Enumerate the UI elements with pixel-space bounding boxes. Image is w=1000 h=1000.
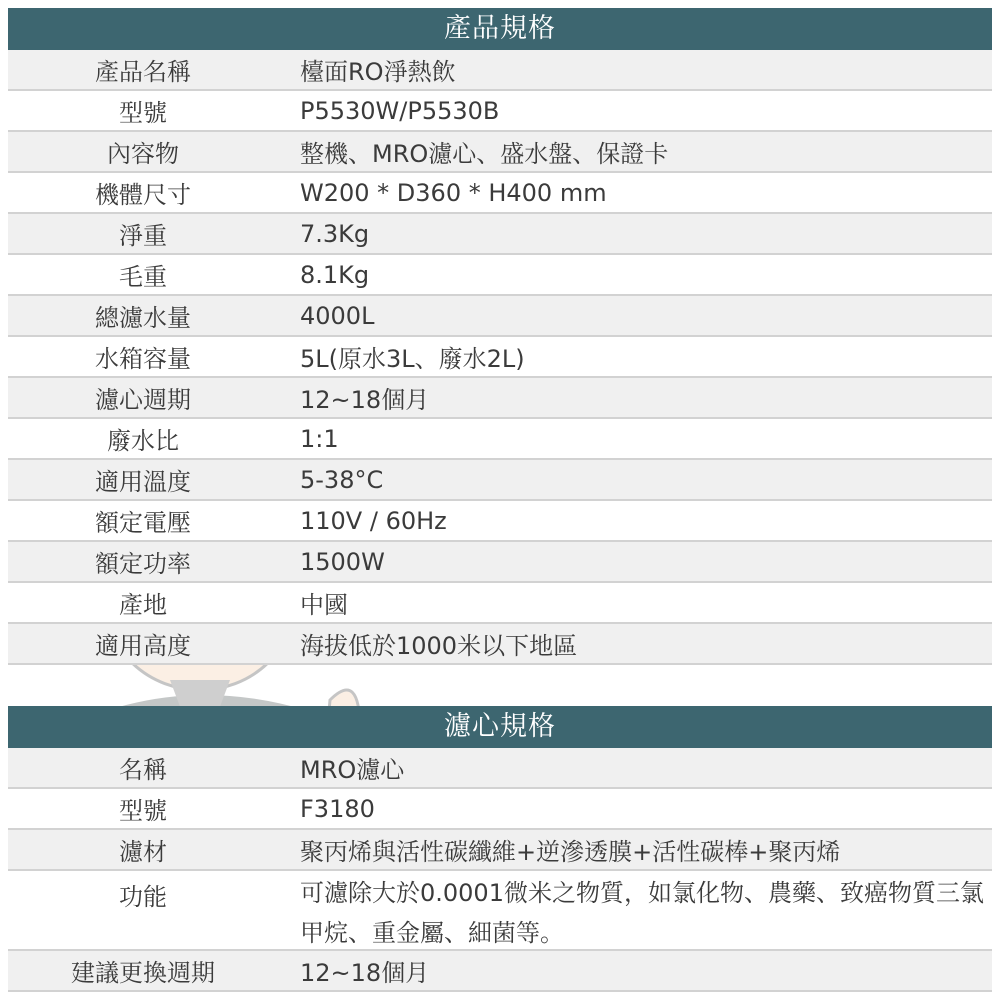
spec-value: 4000L [300, 301, 375, 330]
spec-value: 中國 [300, 591, 348, 619]
filter-value [278, 873, 992, 953]
spec-value: 海拔低於1000米以下地區 [300, 632, 578, 660]
spec-value: 1500W [300, 547, 385, 576]
spec-value: P5530W/P5530B [300, 96, 500, 125]
spec-label: 型號 [119, 99, 167, 127]
spec-row [8, 91, 992, 132]
filter-row [8, 830, 992, 871]
filter-value-line: 可濾除大於0.0001微米之物質，如氯化物、農藥、致癌物質三氯 [300, 879, 984, 907]
filter-value: 12~18個月 [300, 959, 430, 987]
spec-value: 檯面RO淨熱飲 [300, 58, 456, 86]
spec-row [8, 50, 992, 91]
spec-value: 7.3Kg [300, 219, 370, 248]
spec-label: 淨重 [119, 222, 167, 250]
filter-label: 功能 [119, 883, 167, 911]
spec-label: 水箱容量 [95, 345, 191, 373]
filter-label: 名稱 [119, 756, 167, 784]
filter-label: 濾材 [119, 838, 167, 866]
spec-label: 總濾水量 [95, 304, 191, 332]
spec-label: 產品名稱 [95, 58, 191, 86]
spec-label: 額定功率 [95, 550, 191, 578]
spec-row [8, 501, 992, 542]
spec-label: 濾心週期 [95, 386, 191, 414]
spec-row [8, 624, 992, 665]
spec-value: 12~18個月 [300, 386, 430, 414]
product-spec-table [8, 8, 992, 665]
spec-value: 110V / 60Hz [300, 506, 447, 535]
spec-label: 額定電壓 [95, 509, 191, 537]
filter-row [8, 789, 992, 830]
filter-value-line: 甲烷、重金屬、細菌等。 [300, 919, 564, 947]
filter-row [8, 951, 992, 992]
filter-row [8, 748, 992, 789]
spec-row [8, 214, 992, 255]
spec-row [8, 173, 992, 214]
spec-value: 5-38°C [300, 465, 384, 494]
spec-value: 5L(原水3L、廢水2L) [300, 345, 525, 373]
filter-label: 建議更換週期 [71, 959, 215, 987]
filter-value: 聚丙烯與活性碳纖維+逆滲透膜+活性碳棒+聚丙烯 [300, 838, 841, 866]
spec-label: 廢水比 [107, 427, 179, 455]
spec-value: W200 * D360 * H400 mm [300, 178, 607, 207]
filter-spec-title: 濾心規格 [8, 706, 992, 748]
spec-label: 毛重 [119, 263, 167, 291]
spec-value: 8.1Kg [300, 260, 370, 289]
spec-row [8, 337, 992, 378]
spec-row [8, 132, 992, 173]
filter-value: F3180 [300, 794, 375, 823]
filter-spec-table [8, 706, 992, 992]
spec-row [8, 378, 992, 419]
spec-row [8, 419, 992, 460]
spec-row [8, 460, 992, 501]
spec-label: 適用高度 [95, 632, 191, 660]
spec-label: 機體尺寸 [95, 181, 191, 209]
spec-label: 內容物 [107, 140, 179, 168]
filter-row [8, 871, 992, 951]
spec-label: 適用溫度 [95, 468, 191, 496]
spec-row [8, 296, 992, 337]
spec-value: 整機、MRO濾心、盛水盤、保證卡 [300, 140, 669, 168]
filter-label: 型號 [119, 797, 167, 825]
filter-value: MRO濾心 [300, 756, 405, 784]
spec-row [8, 583, 992, 624]
spec-label: 產地 [119, 591, 167, 619]
product-spec-title: 產品規格 [8, 8, 992, 50]
spec-row [8, 542, 992, 583]
spec-value: 1:1 [300, 424, 339, 453]
spec-row [8, 255, 992, 296]
